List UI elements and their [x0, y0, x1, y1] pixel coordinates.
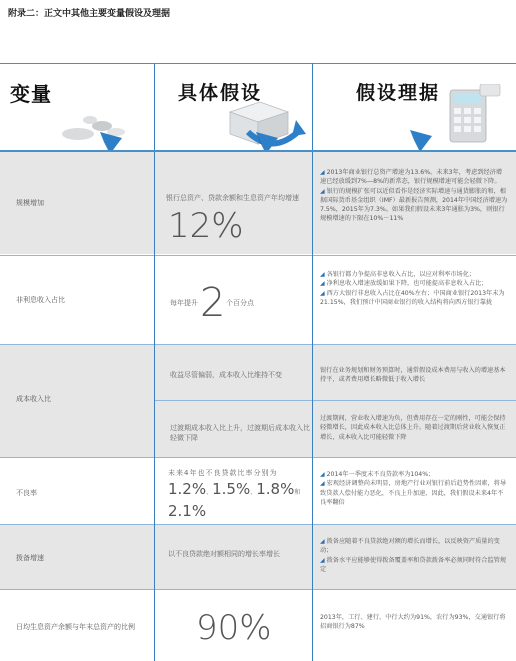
- npl-value: 1.2%: [168, 480, 207, 498]
- triangle-bullet-icon: ◢: [320, 169, 325, 176]
- assumption-prefix: 每年提升: [170, 299, 198, 307]
- triangle-bullet-icon: ◢: [320, 538, 325, 545]
- npl-value: 1.8%: [256, 480, 295, 498]
- rationale-block: [320, 270, 508, 307]
- assumption-text: 未来4年也不良贷款比率分别为: [168, 469, 278, 477]
- variable-label: 规模增加: [16, 199, 44, 207]
- assumption-text: 过渡期成本收入比上升，过渡期后成本收入比轻微下降: [170, 424, 310, 442]
- assumption-value: 12%: [168, 206, 244, 246]
- header-top-line: [0, 63, 516, 64]
- variable-label: 不良率: [16, 489, 37, 497]
- variable-label: 日均生息资产余额与年末总资产的比例: [16, 623, 135, 631]
- rationale-item: ◢ 各银行都力争提高非息收入占比，以应对利率市场化；: [320, 271, 476, 278]
- rationale-item: ◢ 净利息收入增速放缓如果下降，也可能提高非息收入占比；: [320, 280, 488, 288]
- calculator-icon: [440, 84, 506, 150]
- column-header-rationale: 假设理据: [356, 82, 441, 104]
- rationale-text: 过渡期间，营业收入增速为负，但费用存在一定的刚性，可能会保持轻微增长，因此成本收入比总体上升。随着过渡期后营业收入恢复正增长，成本收入比可能轻微下降: [320, 415, 506, 441]
- rationale-text: 银行在业务规划和财务预算时，通常假设成本费用与收入的增速基本持平，或者费用增长略微低于收入增长: [320, 367, 506, 384]
- sub-row-divider: [155, 400, 516, 401]
- npl-values: 1.2%、1.5%、1.8%和 2.1%: [168, 480, 301, 520]
- triangle-bullet-icon: ◢: [320, 556, 325, 564]
- page-title: 附录二：正文中其他主要变量假设及理据: [8, 9, 171, 19]
- column-header-assumption: 具体假设: [178, 82, 263, 104]
- rationale-item: ◢ 2013年商业银行总资产增速为13.6%。未来3年，考虑到经济增速已经放缓到7%—8%的新常态，银行规模增速可能会轻微下降。: [320, 169, 503, 186]
- assumption-value: 90%: [196, 608, 272, 648]
- triangle-bullet-icon: ◢: [320, 187, 325, 195]
- npl-value: 1.5%: [212, 480, 251, 498]
- rationale-block: [320, 168, 508, 224]
- rationale-block: [320, 537, 508, 574]
- triangle-bullet-icon: ◢: [320, 271, 325, 278]
- assumption-text: 银行总资产、贷款余额和生息资产年均增速: [166, 194, 299, 202]
- assumption-text: 收益尽管偏弱，成本收入比维持不变: [170, 371, 282, 379]
- variable-label: 非利息收入占比: [16, 296, 65, 304]
- variable-label: 成本收入比: [16, 395, 51, 403]
- variable-label: 拨备增速: [16, 554, 44, 562]
- triangle-bullet-icon: ◢: [320, 471, 325, 478]
- column-divider: [154, 63, 155, 661]
- rationale-item: ◢ 拨备水平应能够使得拨备覆盖率和贷款拨备率必须同时符合监管规定: [320, 556, 507, 573]
- rationale-item: ◢ 宏观经济调整尚未明显，房地产行业对银行前后趋势性因素，将导致贷款人偿付能力恶化，不良上升加速，因此，我们假设未来4年不良率翻倍: [320, 480, 507, 506]
- header-bottom-line: [0, 150, 516, 152]
- rationale-item: ◢ 西方大银行非息收入占比在40%左右；中国商业银行2013年末为21.15%，我们预计中国商业银行的收入结构将向西方银行靠拢: [320, 289, 505, 306]
- rationale-item: ◢ 银行的规模扩张可以近似看作是经济实际增速与通货膨胀的和，根据国际货币基金组织（IMF）最新报告预测，2014年中国经济增速为7.5%，2015年为7.3%。如果我们假设未来3年通胀为3%，则银行规模增速的下限在10%－11%: [320, 187, 508, 223]
- assumption-suffix: 个百分点: [226, 299, 254, 307]
- rationale-block: [320, 470, 508, 507]
- triangle-bullet-icon: ◢: [320, 289, 325, 297]
- npl-value: 2.1%: [168, 502, 207, 520]
- rationale-item: ◢ 2014年一季度末不良贷款率为104%；: [320, 471, 435, 478]
- rationale-item: ◢ 拨备应随着不良贷款绝对额的增长而增长，以反映资产质量的变动；: [320, 538, 500, 555]
- triangle-bullet-icon: ◢: [320, 480, 325, 488]
- column-divider: [312, 63, 313, 661]
- column-header-variable: 变量: [10, 82, 52, 106]
- assumption-value: 2: [200, 280, 226, 326]
- triangle-bullet-icon: ◢: [320, 280, 325, 288]
- rationale-text: 2013年，工行、建行、中行大约为91%，农行为93%，交通银行将招商银行为87%: [320, 614, 506, 631]
- assumption-text: 以不良贷款绝对额相同的增长率增长: [168, 550, 280, 558]
